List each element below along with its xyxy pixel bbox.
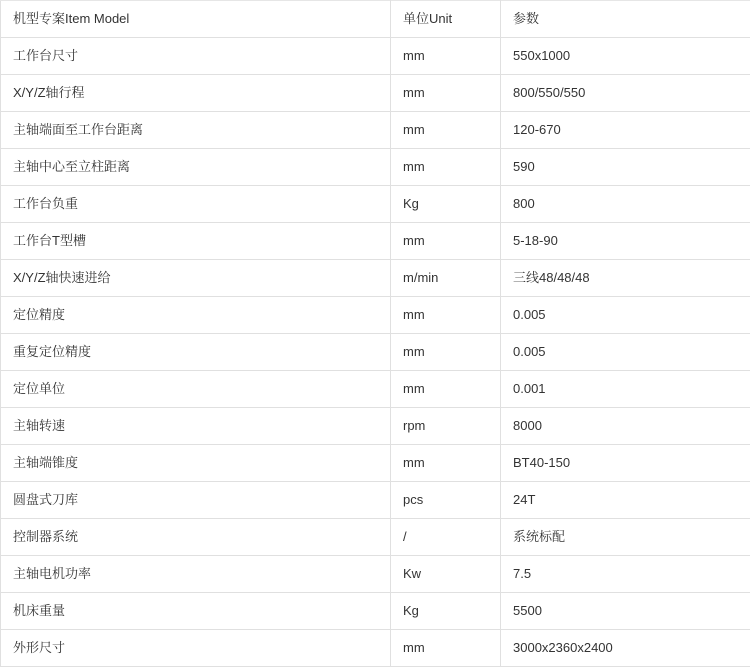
cell-unit: pcs	[391, 482, 501, 519]
table-row	[1, 149, 750, 186]
cell-value: 三线48/48/48	[501, 260, 750, 297]
cell-item: X/Y/Z轴快速进给	[1, 260, 391, 297]
cell-item: 主轴中心至立柱距离	[1, 149, 391, 186]
cell-item: X/Y/Z轴行程	[1, 75, 391, 112]
table-row	[1, 593, 750, 630]
cell-unit: mm	[391, 38, 501, 75]
cell-value: 800	[501, 186, 750, 223]
table-row	[1, 408, 750, 445]
table-row	[1, 186, 750, 223]
cell-unit: mm	[391, 334, 501, 371]
cell-value: 5-18-90	[501, 223, 750, 260]
cell-item: 主轴电机功率	[1, 556, 391, 593]
cell-unit: Kw	[391, 556, 501, 593]
cell-value: 590	[501, 149, 750, 186]
cell-unit: mm	[391, 112, 501, 149]
cell-item: 定位单位	[1, 371, 391, 408]
table-row	[1, 112, 750, 149]
table-row	[1, 223, 750, 260]
cell-item: 主轴端面至工作台距离	[1, 112, 391, 149]
cell-item: 主轴端锥度	[1, 445, 391, 482]
table-header-row	[1, 1, 750, 38]
cell-item: 定位精度	[1, 297, 391, 334]
table-row	[1, 371, 750, 408]
table-row	[1, 445, 750, 482]
table-row	[1, 297, 750, 334]
cell-value: 0.005	[501, 297, 750, 334]
cell-value: 0.005	[501, 334, 750, 371]
cell-item: 外形尺寸	[1, 630, 391, 667]
cell-item: 主轴转速	[1, 408, 391, 445]
cell-unit: mm	[391, 297, 501, 334]
specification-table-body	[1, 1, 750, 667]
cell-value: 5500	[501, 593, 750, 630]
cell-unit: mm	[391, 371, 501, 408]
cell-value: 550x1000	[501, 38, 750, 75]
cell-item: 工作台尺寸	[1, 38, 391, 75]
table-row	[1, 38, 750, 75]
cell-value: 系统标配	[501, 519, 750, 556]
header-cell-unit: 单位Unit	[391, 1, 501, 38]
cell-value: BT40-150	[501, 445, 750, 482]
cell-item: 控制器系统	[1, 519, 391, 556]
table-row	[1, 75, 750, 112]
cell-value: 7.5	[501, 556, 750, 593]
cell-unit: /	[391, 519, 501, 556]
cell-unit: Kg	[391, 186, 501, 223]
header-cell-item: 机型专案Item Model	[1, 1, 391, 38]
table-row	[1, 260, 750, 297]
cell-item: 重复定位精度	[1, 334, 391, 371]
table-row	[1, 519, 750, 556]
cell-unit: mm	[391, 75, 501, 112]
cell-value: 120-670	[501, 112, 750, 149]
table-row	[1, 334, 750, 371]
cell-unit: rpm	[391, 408, 501, 445]
table-row	[1, 556, 750, 593]
cell-item: 工作台T型槽	[1, 223, 391, 260]
cell-unit: mm	[391, 445, 501, 482]
cell-unit: mm	[391, 223, 501, 260]
cell-unit: Kg	[391, 593, 501, 630]
cell-item: 机床重量	[1, 593, 391, 630]
table-row	[1, 482, 750, 519]
cell-item: 工作台负重	[1, 186, 391, 223]
header-cell-value: 参数	[501, 1, 750, 38]
cell-item: 圆盘式刀库	[1, 482, 391, 519]
cell-unit: mm	[391, 149, 501, 186]
cell-unit: mm	[391, 630, 501, 667]
table-row	[1, 630, 750, 667]
cell-value: 24T	[501, 482, 750, 519]
cell-value: 3000x2360x2400	[501, 630, 750, 667]
cell-value: 800/550/550	[501, 75, 750, 112]
cell-unit: m/min	[391, 260, 501, 297]
cell-value: 0.001	[501, 371, 750, 408]
cell-value: 8000	[501, 408, 750, 445]
